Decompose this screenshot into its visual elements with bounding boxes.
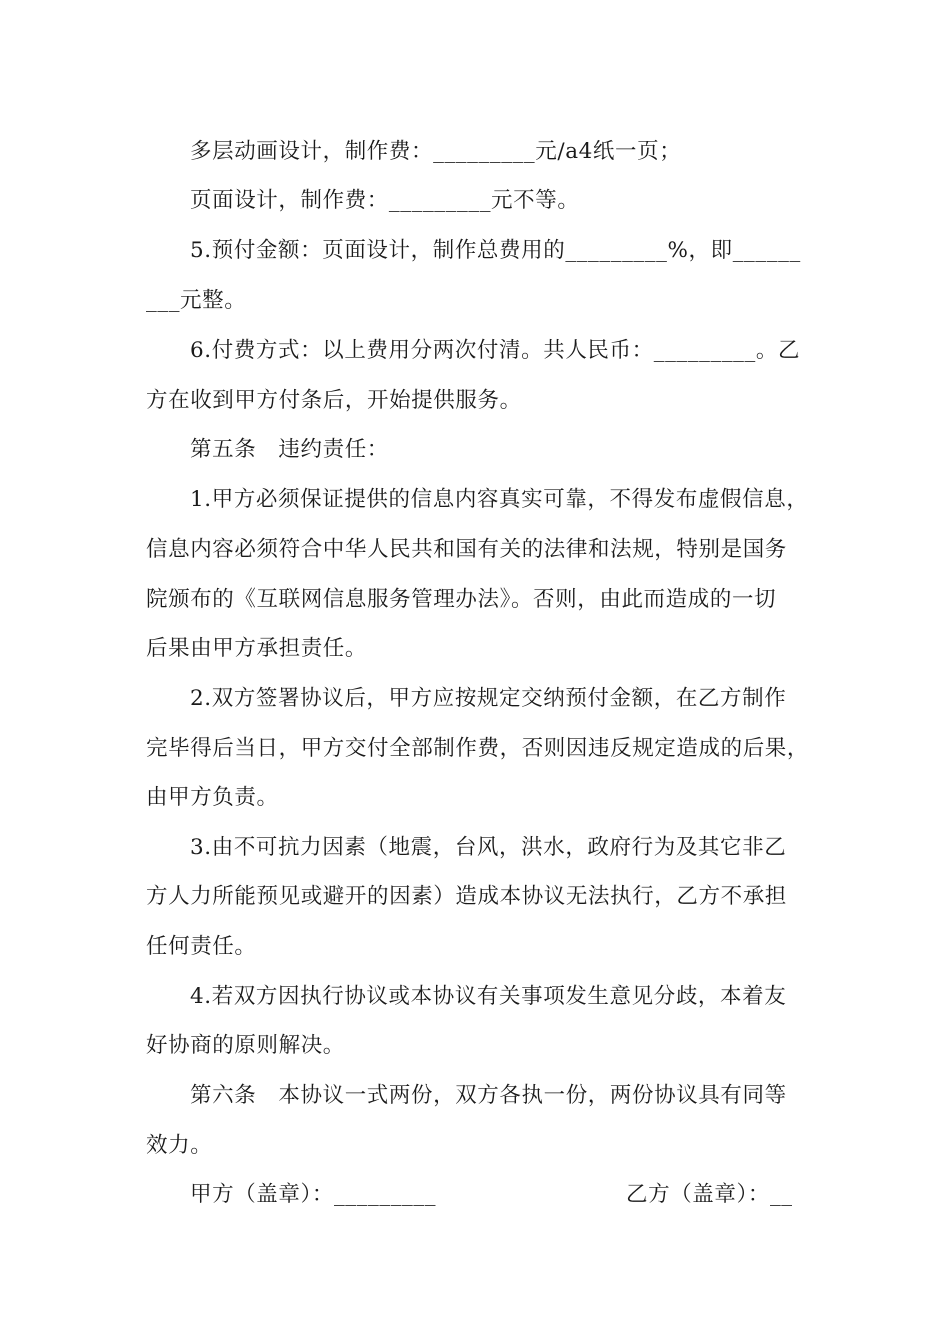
paragraph-line: 任何责任。 bbox=[146, 934, 257, 959]
paragraph-line: 后果由甲方承担责任。 bbox=[146, 636, 368, 661]
section-heading: 第五条 违约责任： bbox=[190, 437, 389, 462]
party-a-signature: 甲方（盖章）：_________ bbox=[190, 1182, 437, 1207]
paragraph-line: 方人力所能预见或避开的因素）造成本协议无法执行，乙方不承担 bbox=[146, 884, 787, 909]
paragraph-line: 完毕得后当日，甲方交付全部制作费，否则因违反规定造成的后果， bbox=[146, 736, 810, 761]
paragraph-line: 1.甲方必须保证提供的信息内容真实可靠，不得发布虚假信息， bbox=[190, 487, 809, 512]
paragraph-line: 由甲方负责。 bbox=[146, 785, 279, 810]
party-b-signature: 乙方（盖章）：__ bbox=[626, 1182, 793, 1207]
paragraph-line: 信息内容必须符合中华人民共和国有关的法律和法规，特别是国务 bbox=[146, 537, 787, 562]
paragraph-line: 效力。 bbox=[146, 1133, 213, 1158]
paragraph-line: 4.若双方因执行协议或本协议有关事项发生意见分歧，本着友 bbox=[190, 984, 787, 1009]
paragraph-line: 6.付费方式：以上费用分两次付清。共人民币：_________。乙 bbox=[190, 338, 801, 363]
paragraph-line: 5.预付金额：页面设计，制作总费用的_________%，即______ bbox=[190, 238, 801, 263]
section-heading: 第六条 本协议一式两份，双方各执一份，两份协议具有同等 bbox=[190, 1083, 787, 1108]
paragraph-line: ___元整。 bbox=[146, 288, 247, 313]
paragraph-line: 院颁布的《互联网信息服务管理办法》。否则，由此而造成的一切 bbox=[146, 587, 777, 612]
paragraph-line: 页面设计，制作费：_________元不等。 bbox=[190, 188, 580, 213]
paragraph-line: 2.双方签署协议后，甲方应按规定交纳预付金额，在乙方制作 bbox=[190, 686, 787, 711]
paragraph-line: 多层动画设计，制作费：_________元/a4纸一页； bbox=[190, 139, 682, 164]
paragraph-line: 方在收到甲方付条后，开始提供服务。 bbox=[146, 388, 522, 413]
paragraph-line: 好协商的原则解决。 bbox=[146, 1033, 345, 1058]
paragraph-line: 3.由不可抗力因素（地震，台风，洪水，政府行为及其它非乙 bbox=[190, 835, 787, 860]
